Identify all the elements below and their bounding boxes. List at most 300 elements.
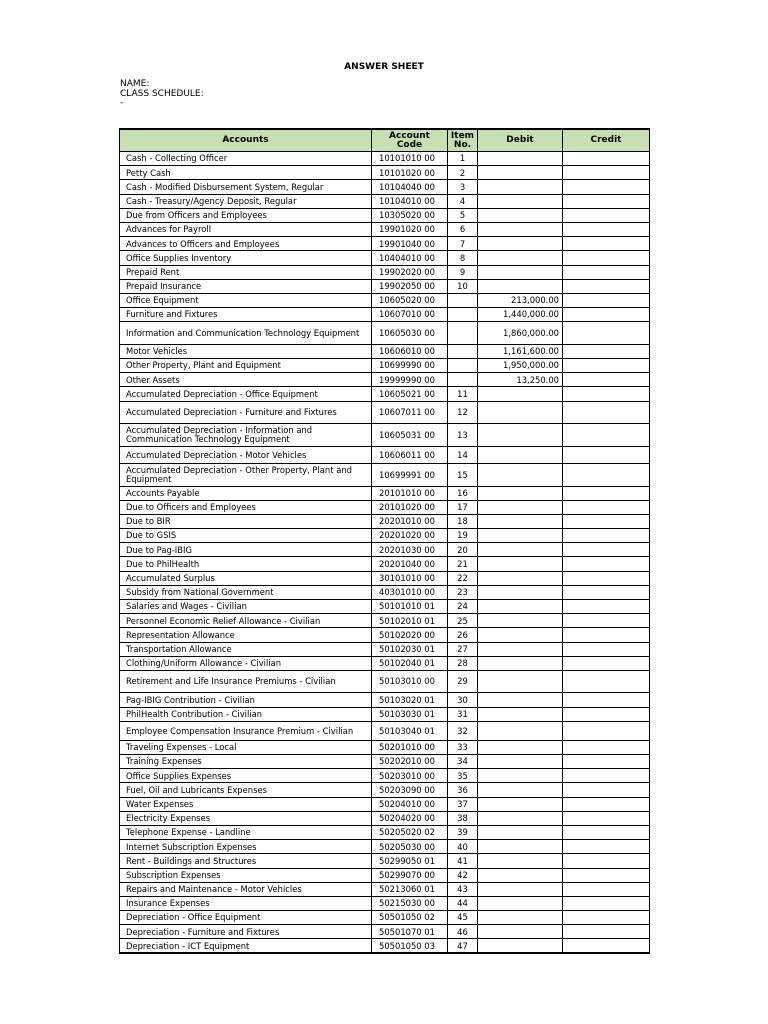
item-no-cell: 22 bbox=[448, 571, 478, 585]
credit-cell[interactable] bbox=[563, 585, 650, 599]
credit-cell[interactable] bbox=[563, 322, 650, 345]
item-no-cell: 44 bbox=[448, 896, 478, 910]
debit-cell[interactable] bbox=[478, 464, 563, 487]
credit-cell[interactable] bbox=[563, 222, 650, 236]
debit-cell[interactable] bbox=[478, 180, 563, 194]
table-row bbox=[120, 755, 650, 769]
debit-cell[interactable] bbox=[478, 543, 563, 557]
debit-cell[interactable] bbox=[478, 486, 563, 500]
table-row bbox=[120, 208, 650, 222]
credit-cell[interactable] bbox=[563, 600, 650, 614]
account-cell: Pag-IBIG Contribution - Civilian bbox=[120, 693, 372, 707]
credit-cell[interactable] bbox=[563, 642, 650, 656]
item-no-cell: 5 bbox=[448, 208, 478, 222]
table-row bbox=[120, 500, 650, 514]
table-row bbox=[120, 251, 650, 265]
account-cell: Due to Pag-IBIG bbox=[120, 543, 372, 557]
account-cell: Accounts Payable bbox=[120, 486, 372, 500]
account-code-cell: 19902050 00 bbox=[372, 279, 448, 293]
debit-cell[interactable] bbox=[478, 925, 563, 939]
account-cell: Petty Cash bbox=[120, 166, 372, 180]
account-cell: Accumulated Depreciation - Other Property, Plant and Equipment bbox=[120, 464, 372, 487]
account-cell: Office Equipment bbox=[120, 293, 372, 307]
accounts-header: Accounts bbox=[120, 129, 372, 152]
table-row bbox=[120, 424, 650, 447]
account-cell: Training Expenses bbox=[120, 755, 372, 769]
account-cell: PhilHealth Contribution - Civilian bbox=[120, 707, 372, 721]
account-cell: Accumulated Depreciation - Furniture and Fixtures bbox=[120, 401, 372, 424]
account-code-cell: 50501050 02 bbox=[372, 911, 448, 925]
account-code-cell: 30101010 00 bbox=[372, 571, 448, 585]
debit-cell[interactable]: 1,860,000.00 bbox=[478, 322, 563, 345]
table-row bbox=[120, 693, 650, 707]
item-no-cell: 28 bbox=[448, 656, 478, 670]
debit-cell[interactable] bbox=[478, 755, 563, 769]
debit-cell[interactable] bbox=[478, 707, 563, 721]
student-info bbox=[120, 80, 204, 109]
credit-cell[interactable] bbox=[563, 557, 650, 571]
account-code-cell: 10699990 00 bbox=[372, 358, 448, 372]
item-no-cell: 45 bbox=[448, 911, 478, 925]
account-cell: Insurance Expenses bbox=[120, 896, 372, 910]
account-code-cell: 20201030 00 bbox=[372, 543, 448, 557]
debit-cell[interactable] bbox=[478, 670, 563, 693]
item-no-cell bbox=[448, 308, 478, 322]
credit-cell[interactable] bbox=[563, 446, 650, 464]
account-code-cell: 50102010 01 bbox=[372, 614, 448, 628]
account-cell: Clothing/Uniform Allowance - Civilian bbox=[120, 656, 372, 670]
item-no-cell: 6 bbox=[448, 222, 478, 236]
item-no-cell bbox=[448, 322, 478, 345]
debit-cell[interactable] bbox=[478, 911, 563, 925]
account-code-cell: 10104040 00 bbox=[372, 180, 448, 194]
class-schedule-label: CLASS SCHEDULE: bbox=[120, 88, 204, 99]
debit-cell[interactable] bbox=[478, 194, 563, 208]
debit-cell[interactable] bbox=[478, 265, 563, 279]
account-cell: Cash - Modified Disbursement System, Regular bbox=[120, 180, 372, 194]
credit-cell[interactable] bbox=[563, 614, 650, 628]
account-cell: Prepaid Rent bbox=[120, 265, 372, 279]
debit-cell[interactable] bbox=[478, 571, 563, 585]
item-no-cell: 34 bbox=[448, 755, 478, 769]
table-row bbox=[120, 868, 650, 882]
credit-cell[interactable] bbox=[563, 769, 650, 783]
table-row bbox=[120, 614, 650, 628]
table-row bbox=[120, 670, 650, 693]
item-no-cell: 3 bbox=[448, 180, 478, 194]
table-row bbox=[120, 811, 650, 825]
account-code-cell: 50213060 01 bbox=[372, 882, 448, 896]
table-row bbox=[120, 180, 650, 194]
credit-cell[interactable] bbox=[563, 939, 650, 953]
table-row bbox=[120, 896, 650, 910]
account-cell: Representation Allowance bbox=[120, 628, 372, 642]
credit-cell[interactable] bbox=[563, 797, 650, 811]
account-code-cell: 40301010 00 bbox=[372, 585, 448, 599]
credit-cell[interactable] bbox=[563, 152, 650, 166]
account-code-cell: 50103030 01 bbox=[372, 707, 448, 721]
account-cell: Advances for Payroll bbox=[120, 222, 372, 236]
item-no-cell bbox=[448, 293, 478, 307]
debit-cell[interactable] bbox=[478, 721, 563, 740]
item-no-cell: 11 bbox=[448, 387, 478, 401]
table-row bbox=[120, 152, 650, 166]
account-cell: Due to Officers and Employees bbox=[120, 500, 372, 514]
account-code-cell: 50501070 01 bbox=[372, 925, 448, 939]
debit-cell[interactable] bbox=[478, 514, 563, 528]
item-no-cell: 39 bbox=[448, 825, 478, 839]
table-row bbox=[120, 740, 650, 754]
debit-cell[interactable] bbox=[478, 614, 563, 628]
account-code-cell: 50102040 01 bbox=[372, 656, 448, 670]
item-no-cell bbox=[448, 344, 478, 358]
debit-cell[interactable] bbox=[478, 854, 563, 868]
table-row bbox=[120, 557, 650, 571]
account-cell: Depreciation - ICT Equipment bbox=[120, 939, 372, 953]
credit-cell[interactable] bbox=[563, 811, 650, 825]
item-no-cell: 9 bbox=[448, 265, 478, 279]
table-row bbox=[120, 279, 650, 293]
table-row bbox=[120, 707, 650, 721]
account-code-cell: 10606010 00 bbox=[372, 344, 448, 358]
credit-cell[interactable] bbox=[563, 529, 650, 543]
debit-cell[interactable] bbox=[478, 896, 563, 910]
account-code-cell: 50103020 01 bbox=[372, 693, 448, 707]
item-no-cell: 12 bbox=[448, 401, 478, 424]
credit-cell[interactable] bbox=[563, 721, 650, 740]
account-cell: Office Supplies Expenses bbox=[120, 769, 372, 783]
credit-cell[interactable] bbox=[563, 265, 650, 279]
item-no-cell: 2 bbox=[448, 166, 478, 180]
item-no-cell: 21 bbox=[448, 557, 478, 571]
account-cell: Internet Subscription Expenses bbox=[120, 840, 372, 854]
account-cell: Advances to Officers and Employees bbox=[120, 237, 372, 251]
account-cell: Due to GSIS bbox=[120, 529, 372, 543]
table-row bbox=[120, 237, 650, 251]
credit-cell[interactable] bbox=[563, 628, 650, 642]
item-no-cell: 37 bbox=[448, 797, 478, 811]
debit-cell[interactable] bbox=[478, 693, 563, 707]
item-no-cell: 26 bbox=[448, 628, 478, 642]
account-cell: Motor Vehicles bbox=[120, 344, 372, 358]
credit-cell[interactable] bbox=[563, 308, 650, 322]
credit-cell[interactable] bbox=[563, 571, 650, 585]
credit-cell[interactable] bbox=[563, 486, 650, 500]
debit-cell[interactable] bbox=[478, 500, 563, 514]
credit-cell[interactable] bbox=[563, 387, 650, 401]
credit-cell[interactable] bbox=[563, 514, 650, 528]
table-row bbox=[120, 194, 650, 208]
debit-cell[interactable] bbox=[478, 446, 563, 464]
account-code-cell: 10605031 00 bbox=[372, 424, 448, 447]
account-code-header-text: Account Code bbox=[389, 131, 430, 150]
credit-cell[interactable] bbox=[563, 344, 650, 358]
debit-cell[interactable] bbox=[478, 387, 563, 401]
account-code-cell: 19901020 00 bbox=[372, 222, 448, 236]
credit-cell[interactable] bbox=[563, 293, 650, 307]
account-cell: Due to BIR bbox=[120, 514, 372, 528]
table-row bbox=[120, 585, 650, 599]
item-no-cell: 10 bbox=[448, 279, 478, 293]
item-no-cell: 18 bbox=[448, 514, 478, 528]
credit-cell[interactable] bbox=[563, 358, 650, 372]
debit-cell[interactable] bbox=[478, 279, 563, 293]
table-row bbox=[120, 543, 650, 557]
credit-cell[interactable] bbox=[563, 424, 650, 447]
credit-cell[interactable] bbox=[563, 166, 650, 180]
table-row bbox=[120, 322, 650, 345]
credit-cell[interactable] bbox=[563, 373, 650, 387]
account-code-cell: 50299050 01 bbox=[372, 854, 448, 868]
credit-cell[interactable] bbox=[563, 194, 650, 208]
credit-cell[interactable] bbox=[563, 740, 650, 754]
account-code-cell: 19902020 00 bbox=[372, 265, 448, 279]
item-no-cell: 36 bbox=[448, 783, 478, 797]
account-code-cell: 50201010 00 bbox=[372, 740, 448, 754]
account-cell: Transportation Allowance bbox=[120, 642, 372, 656]
table-row bbox=[120, 783, 650, 797]
table-row bbox=[120, 882, 650, 896]
item-no-cell: 42 bbox=[448, 868, 478, 882]
account-cell: Other Property, Plant and Equipment bbox=[120, 358, 372, 372]
account-code-cell: 50103010 00 bbox=[372, 670, 448, 693]
debit-cell[interactable] bbox=[478, 251, 563, 265]
item-no-header-text: Item No. bbox=[450, 131, 475, 150]
item-no-cell: 33 bbox=[448, 740, 478, 754]
account-cell: Repairs and Maintenance - Motor Vehicles bbox=[120, 882, 372, 896]
debit-cell[interactable] bbox=[478, 769, 563, 783]
account-cell: Accumulated Depreciation - Office Equipment bbox=[120, 387, 372, 401]
debit-cell[interactable] bbox=[478, 529, 563, 543]
dash-line: - bbox=[120, 98, 124, 109]
account-code-cell: 10607011 00 bbox=[372, 401, 448, 424]
debit-cell[interactable] bbox=[478, 600, 563, 614]
table-row bbox=[120, 293, 650, 307]
account-code-cell: 20201020 00 bbox=[372, 529, 448, 543]
account-cell: Salaries and Wages - Civilian bbox=[120, 600, 372, 614]
account-code-cell: 50215030 00 bbox=[372, 896, 448, 910]
item-no-cell: 29 bbox=[448, 670, 478, 693]
table-header-row bbox=[120, 129, 650, 152]
debit-cell[interactable] bbox=[478, 557, 563, 571]
account-code-cell: 10605030 00 bbox=[372, 322, 448, 345]
table-row bbox=[120, 308, 650, 322]
account-code-cell: 10404010 00 bbox=[372, 251, 448, 265]
account-code-cell: 10606011 00 bbox=[372, 446, 448, 464]
credit-cell[interactable] bbox=[563, 868, 650, 882]
table-row bbox=[120, 925, 650, 939]
debit-cell[interactable] bbox=[478, 208, 563, 222]
table-row bbox=[120, 446, 650, 464]
debit-cell[interactable] bbox=[478, 825, 563, 839]
credit-cell[interactable] bbox=[563, 500, 650, 514]
table-row bbox=[120, 600, 650, 614]
credit-cell[interactable] bbox=[563, 401, 650, 424]
credit-cell[interactable] bbox=[563, 755, 650, 769]
account-code-cell: 20201040 00 bbox=[372, 557, 448, 571]
account-code-cell: 20101020 00 bbox=[372, 500, 448, 514]
debit-cell[interactable]: 213,000.00 bbox=[478, 293, 563, 307]
debit-cell[interactable] bbox=[478, 656, 563, 670]
credit-cell[interactable] bbox=[563, 854, 650, 868]
debit-cell[interactable] bbox=[478, 222, 563, 236]
credit-cell[interactable] bbox=[563, 180, 650, 194]
debit-cell[interactable] bbox=[478, 166, 563, 180]
account-cell: Other Assets bbox=[120, 373, 372, 387]
account-code-cell: 10605020 00 bbox=[372, 293, 448, 307]
credit-cell[interactable] bbox=[563, 464, 650, 487]
item-no-cell: 20 bbox=[448, 543, 478, 557]
item-no-cell: 41 bbox=[448, 854, 478, 868]
table-row bbox=[120, 571, 650, 585]
account-code-cell: 50101010 01 bbox=[372, 600, 448, 614]
credit-cell[interactable] bbox=[563, 911, 650, 925]
item-no-cell: 1 bbox=[448, 152, 478, 166]
table-row bbox=[120, 854, 650, 868]
account-code-cell: 50205030 00 bbox=[372, 840, 448, 854]
credit-cell[interactable] bbox=[563, 882, 650, 896]
account-cell: Subsidy from National Government bbox=[120, 585, 372, 599]
account-cell: Personnel Economic Relief Allowance - Civilian bbox=[120, 614, 372, 628]
credit-cell[interactable] bbox=[563, 237, 650, 251]
credit-cell[interactable] bbox=[563, 840, 650, 854]
table-row bbox=[120, 769, 650, 783]
item-no-cell: 7 bbox=[448, 237, 478, 251]
account-code-cell: 50103040 01 bbox=[372, 721, 448, 740]
account-code-cell: 10104010 00 bbox=[372, 194, 448, 208]
debit-cell[interactable]: 1,161,600.00 bbox=[478, 344, 563, 358]
credit-cell[interactable] bbox=[563, 783, 650, 797]
debit-cell[interactable] bbox=[478, 882, 563, 896]
debit-cell[interactable]: 13,250.00 bbox=[478, 373, 563, 387]
debit-cell[interactable] bbox=[478, 152, 563, 166]
credit-cell[interactable] bbox=[563, 925, 650, 939]
account-cell: Subscription Expenses bbox=[120, 868, 372, 882]
account-cell: Due from Officers and Employees bbox=[120, 208, 372, 222]
account-code-cell: 20201010 00 bbox=[372, 514, 448, 528]
credit-cell[interactable] bbox=[563, 670, 650, 693]
debit-cell[interactable] bbox=[478, 237, 563, 251]
debit-cell[interactable] bbox=[478, 628, 563, 642]
account-code-cell: 20101010 00 bbox=[372, 486, 448, 500]
account-code-cell: 50203010 00 bbox=[372, 769, 448, 783]
item-no-cell: 17 bbox=[448, 500, 478, 514]
debit-cell[interactable] bbox=[478, 939, 563, 953]
account-cell: Retirement and Life Insurance Premiums - Civilian bbox=[120, 670, 372, 693]
answer-table bbox=[119, 128, 650, 954]
table-row bbox=[120, 166, 650, 180]
table-row bbox=[120, 721, 650, 740]
account-cell: Furniture and Fixtures bbox=[120, 308, 372, 322]
debit-cell[interactable] bbox=[478, 783, 563, 797]
credit-cell[interactable] bbox=[563, 543, 650, 557]
table-row bbox=[120, 344, 650, 358]
account-code-cell: 19901040 00 bbox=[372, 237, 448, 251]
credit-cell[interactable] bbox=[563, 251, 650, 265]
item-no-cell: 8 bbox=[448, 251, 478, 265]
credit-cell[interactable] bbox=[563, 707, 650, 721]
item-no-header bbox=[448, 129, 478, 152]
debit-cell[interactable] bbox=[478, 642, 563, 656]
item-no-cell: 24 bbox=[448, 600, 478, 614]
credit-cell[interactable] bbox=[563, 896, 650, 910]
credit-cell[interactable] bbox=[563, 825, 650, 839]
debit-cell[interactable] bbox=[478, 811, 563, 825]
table-row bbox=[120, 656, 650, 670]
item-no-cell: 14 bbox=[448, 446, 478, 464]
table-row bbox=[120, 486, 650, 500]
item-no-cell: 43 bbox=[448, 882, 478, 896]
item-no-cell: 30 bbox=[448, 693, 478, 707]
table-row bbox=[120, 840, 650, 854]
debit-cell[interactable] bbox=[478, 401, 563, 424]
debit-cell[interactable] bbox=[478, 840, 563, 854]
account-code-cell: 50202010 00 bbox=[372, 755, 448, 769]
item-no-cell: 27 bbox=[448, 642, 478, 656]
account-cell: Cash - Treasury/Agency Deposit, Regular bbox=[120, 194, 372, 208]
account-cell: Due to PhilHealth bbox=[120, 557, 372, 571]
item-no-cell: 40 bbox=[448, 840, 478, 854]
table-row bbox=[120, 401, 650, 424]
name-label: NAME: bbox=[120, 79, 150, 89]
table-row bbox=[120, 911, 650, 925]
credit-header: Credit bbox=[563, 129, 650, 152]
account-code-cell: 10305020 00 bbox=[372, 208, 448, 222]
item-no-cell: 23 bbox=[448, 585, 478, 599]
account-code-cell: 19999990 00 bbox=[372, 373, 448, 387]
item-no-cell: 13 bbox=[448, 424, 478, 447]
account-cell: Electricity Expenses bbox=[120, 811, 372, 825]
item-no-cell: 47 bbox=[448, 939, 478, 953]
credit-cell[interactable] bbox=[563, 208, 650, 222]
debit-cell[interactable] bbox=[478, 868, 563, 882]
account-code-cell: 10699991 00 bbox=[372, 464, 448, 487]
item-no-cell: 31 bbox=[448, 707, 478, 721]
item-no-cell: 4 bbox=[448, 194, 478, 208]
debit-cell[interactable] bbox=[478, 797, 563, 811]
table-row bbox=[120, 628, 650, 642]
account-code-cell: 50203090 00 bbox=[372, 783, 448, 797]
account-cell: Information and Communication Technology Equipment bbox=[120, 322, 372, 345]
page-title: ANSWER SHEET bbox=[344, 62, 424, 72]
item-no-cell: 46 bbox=[448, 925, 478, 939]
debit-cell[interactable] bbox=[478, 424, 563, 447]
account-code-cell: 10101020 00 bbox=[372, 166, 448, 180]
table-row bbox=[120, 939, 650, 953]
table-row bbox=[120, 642, 650, 656]
account-cell: Office Supplies Inventory bbox=[120, 251, 372, 265]
table-row bbox=[120, 358, 650, 372]
credit-cell[interactable] bbox=[563, 693, 650, 707]
account-code-cell: 50204020 00 bbox=[372, 811, 448, 825]
debit-cell[interactable]: 1,440,000.00 bbox=[478, 308, 563, 322]
account-code-cell: 10607010 00 bbox=[372, 308, 448, 322]
account-code-cell: 50102030 01 bbox=[372, 642, 448, 656]
account-cell: Accumulated Depreciation - Information and Communication Technology Equipment bbox=[120, 424, 372, 447]
item-no-cell: 35 bbox=[448, 769, 478, 783]
account-code-cell: 50102020 00 bbox=[372, 628, 448, 642]
credit-cell[interactable] bbox=[563, 656, 650, 670]
item-no-cell: 38 bbox=[448, 811, 478, 825]
debit-cell[interactable] bbox=[478, 585, 563, 599]
debit-header: Debit bbox=[478, 129, 563, 152]
table-row bbox=[120, 373, 650, 387]
debit-cell[interactable]: 1,950,000.00 bbox=[478, 358, 563, 372]
table-row bbox=[120, 464, 650, 487]
table-row bbox=[120, 825, 650, 839]
debit-cell[interactable] bbox=[478, 740, 563, 754]
credit-cell[interactable] bbox=[563, 279, 650, 293]
